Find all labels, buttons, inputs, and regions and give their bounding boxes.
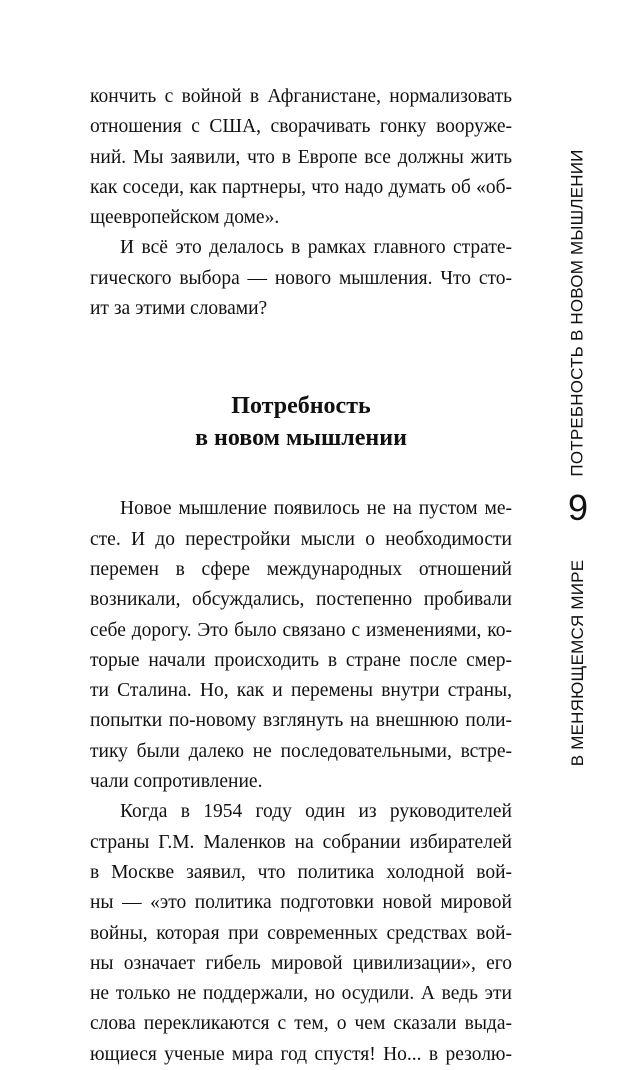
main-text-column (90, 82, 512, 1070)
body-paragraphs (90, 494, 512, 1070)
text-line: ющиеся ученые мира год спустя! Но... в резолю- (90, 1043, 512, 1065)
book-title: В МЕНЯЮЩЕМСЯ МИРЕ (568, 559, 587, 767)
text-line: щеевропейском доме». (90, 207, 280, 229)
text-line: чали сопротивление. (90, 771, 263, 793)
text-line: попытки по-новому взглянуть на внешнюю поли- (90, 710, 512, 732)
section-heading-line-1: Потребность (231, 393, 371, 420)
section-heading (90, 390, 512, 454)
text-line: страны Г.М. Маленков на собрании избирателей (90, 831, 512, 853)
text-line: тику были далеко не последовательными, встре- (90, 740, 512, 762)
text-line: не только не поддержали, но осудили. А ведь эти (90, 983, 512, 1005)
text-line: в Москве заявил, что политика холодной вой- (90, 861, 512, 883)
text-line: Новое мышление появилось не на пустом ме- (120, 498, 512, 520)
text-line: ны означает гибель мировой цивилизации», его (90, 952, 512, 974)
text-line: Когда в 1954 году один из руководителей (120, 801, 512, 823)
text-line: себе дорогу. Это было связано с изменениями, ко- (90, 619, 512, 641)
text-line: ти Сталина. Но, как и перемены внутри страны, (90, 680, 512, 702)
text-line: возникали, обсуждались, постепенно пробивали (90, 589, 512, 611)
intro-paragraphs (90, 82, 512, 324)
page-number: 9 (567, 487, 589, 528)
text-line: отношения с США, сворачивать гонку вооруже- (90, 116, 512, 138)
chapter-title: ПОТРЕБНОСТЬ В НОВОМ МЫШЛЕНИИ (568, 149, 587, 477)
running-head-book (548, 528, 608, 798)
running-head (548, 148, 608, 928)
text-line: как соседи, как партнеры, что надо думать об «об- (90, 176, 512, 198)
text-line: слова перекликаются с тем, о чем сказали выда- (90, 1013, 512, 1035)
text-line: кончить с войной в Афганистане, нормализовать (90, 86, 512, 107)
text-line: торые начали происходить в стране после смер- (90, 649, 512, 671)
text-line: ит за этими словами? (90, 298, 268, 320)
running-head-chapter (548, 148, 608, 478)
text-line: гического выбора — нового мышления. Что сто- (90, 267, 512, 289)
text-line: перемен в сфере международных отношений (90, 558, 512, 580)
text-line: И всё это делалось в рамках главного страте- (120, 237, 512, 259)
text-line: ний. Мы заявили, что в Европе все должны жить (90, 146, 512, 168)
text-line: сте. И до перестройки мысли о необходимости (90, 528, 512, 550)
text-line: ны — «это политика подготовки новой мировой (90, 892, 512, 914)
text-line: войны, которая при современных средствах вой- (90, 922, 512, 944)
section-heading-line-2: в новом мышлении (195, 425, 407, 452)
